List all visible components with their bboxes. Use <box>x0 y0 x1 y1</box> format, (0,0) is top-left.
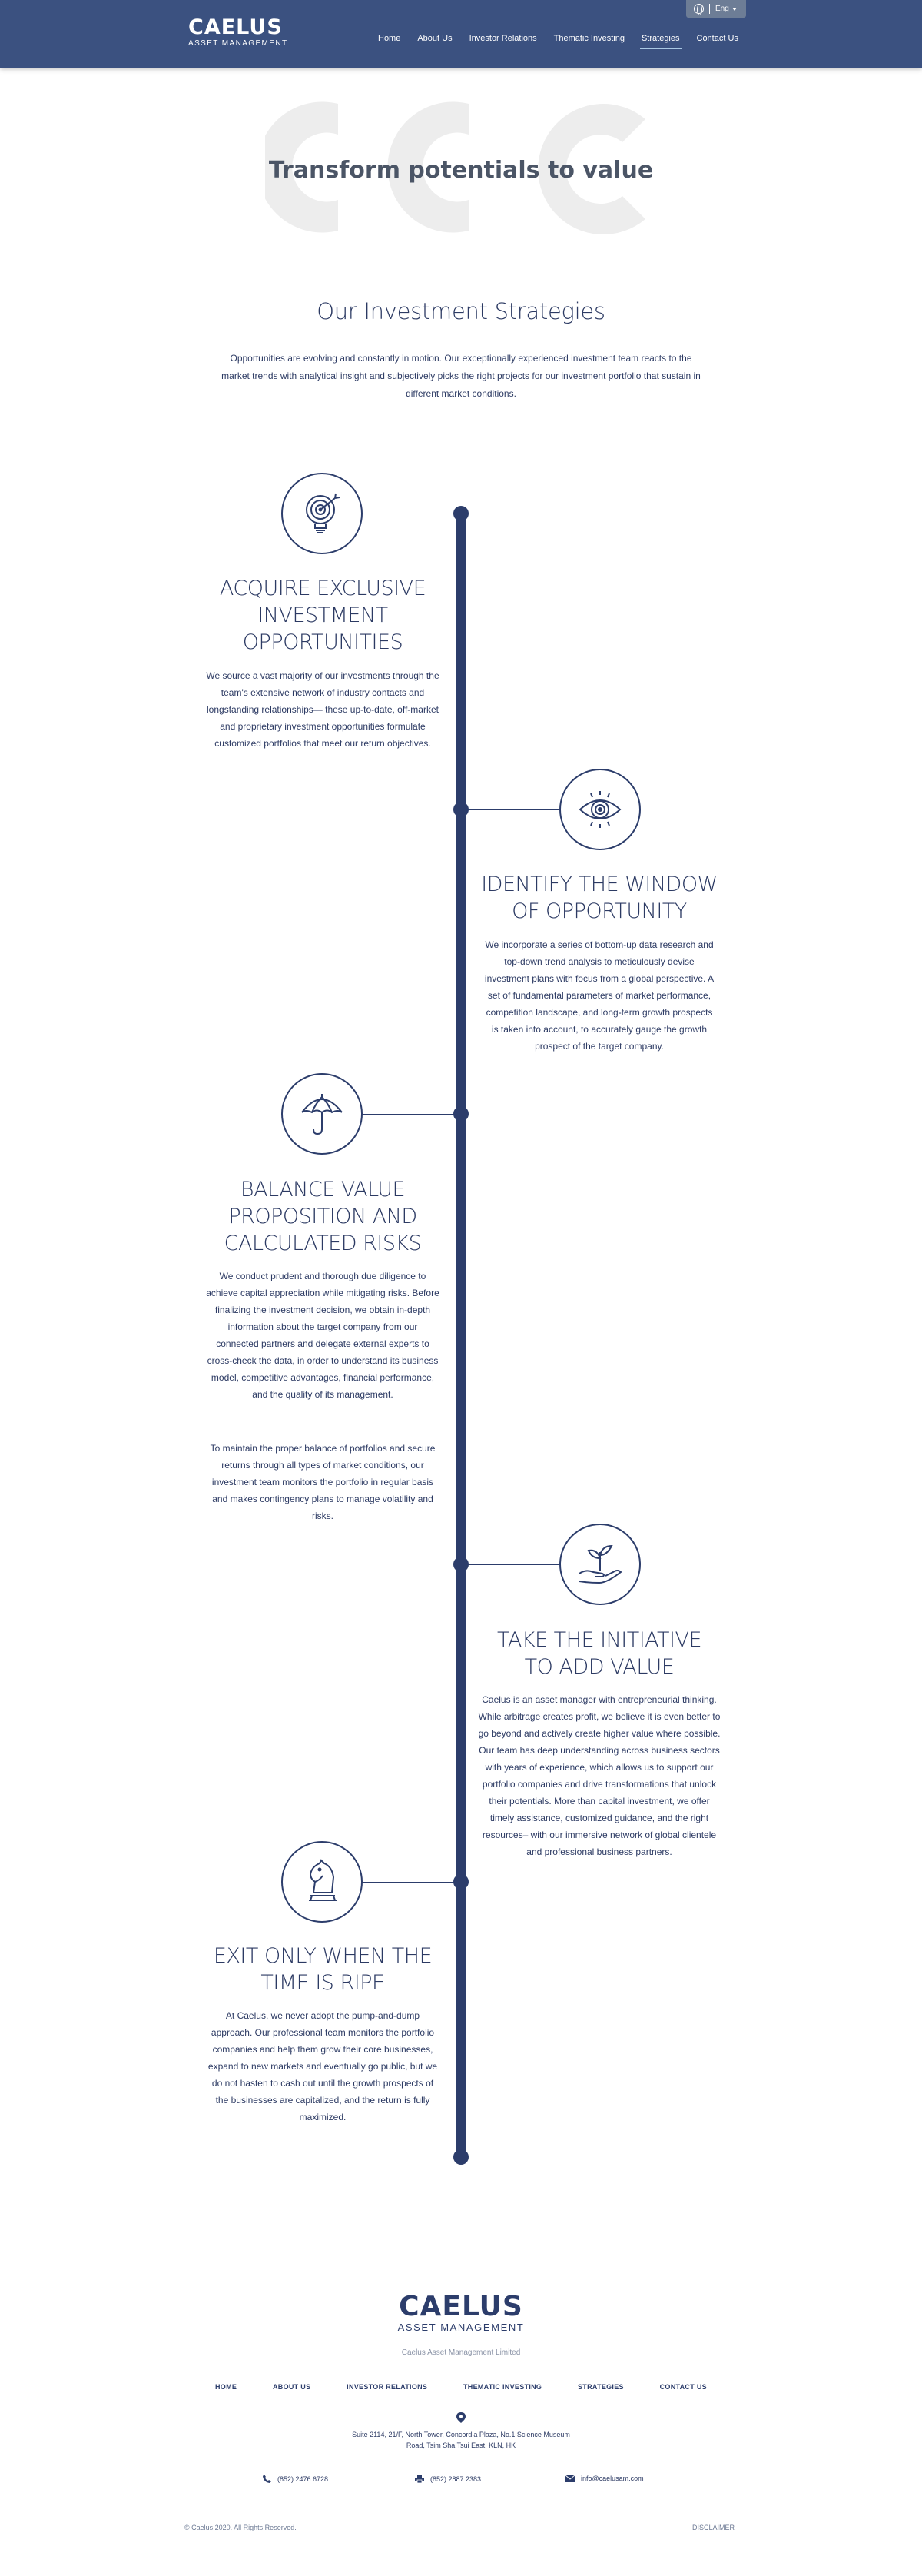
strategy-title-line: PROPOSITION AND <box>228 1205 417 1228</box>
strategy-1-icon-circle <box>281 473 363 554</box>
footer-company-name: Caelus Asset Management Limited <box>401 2348 521 2357</box>
strategy-2-body: We incorporate a series of bottom-up data research and top-down trend analysis to meticulously devise investment plans with focus from a global perspective. A set of fundamental parameters of market performance, competition landscape, and long-term growth prospects is taken into account, to accurately gauge the growth prospect of the target company. <box>484 939 715 1052</box>
hero-title: Transform potentials to value <box>268 157 654 184</box>
strategy-3-icon-circle <box>281 1073 363 1155</box>
section-title: Our Investment Strategies <box>317 298 605 324</box>
footer-nav-home[interactable]: HOME <box>215 2383 237 2391</box>
eye-icon <box>577 789 623 829</box>
strategy-title-line: EXIT ONLY WHEN THE <box>213 1944 433 1968</box>
globe-icon <box>694 4 704 14</box>
strategy-2-icon-circle <box>559 769 641 850</box>
location-pin-icon <box>456 2412 466 2423</box>
timeline-connector <box>466 1564 560 1565</box>
disclaimer-link[interactable]: DISCLAIMER <box>692 2524 735 2531</box>
language-divider <box>709 4 710 14</box>
logo-main-text: CAELUS <box>188 15 283 39</box>
strategy-1-body: We source a vast majority of our investments through the team's extensive network of industry contacts and longstanding relationships— these up-to-date, off-market and proprietary investment opportunities formulate customized portfolios that meet our return objectives. <box>206 670 439 749</box>
timeline-node <box>453 506 469 521</box>
address-line: Suite 2114, 21/F, North Tower, Concordia Plaza, No.1 Science Museum <box>352 2431 570 2438</box>
target-bulb-icon <box>300 491 344 536</box>
phone-icon <box>263 2475 271 2483</box>
strategy-title-line: BALANCE VALUE <box>240 1178 406 1202</box>
strategy-3-body-2: To maintain the proper balance of portfolios and secure returns through all types of market conditions, our investment team monitors the portfolio in regular basis and makes contingency plans to manage volatility and risks. <box>210 1443 436 1521</box>
strategy-title-line: OF OPPORTUNITY <box>512 899 687 923</box>
footer-logo-main-text: CAELUS <box>399 2291 523 2322</box>
strategy-4-title <box>469 1627 730 1680</box>
strategy-title-line: TIME IS RIPE <box>260 1971 385 1995</box>
strategy-title-line: INVESTMENT <box>257 603 388 627</box>
timeline-line <box>456 507 466 2157</box>
language-selector[interactable] <box>686 0 746 18</box>
footer-nav-investor-relations[interactable]: INVESTOR RELATIONS <box>347 2383 428 2391</box>
site-logo[interactable] <box>188 17 287 48</box>
email-address: info@caelusam.com <box>581 2475 644 2482</box>
footer-address <box>330 2429 592 2451</box>
footer-nav-strategies[interactable]: STRATEGIES <box>577 2383 624 2391</box>
plant-in-hand-icon <box>576 1541 624 1587</box>
strategy-title-line: CALCULATED RISKS <box>224 1231 422 1255</box>
nav-contact-us[interactable]: Contact Us <box>696 34 738 43</box>
fax-number: (852) 2887 2383 <box>430 2475 482 2483</box>
strategy-5-icon-circle <box>281 1841 363 1923</box>
strategy-title-line: OPPORTUNITIES <box>242 630 403 654</box>
fax-icon <box>415 2475 424 2483</box>
language-label: Eng <box>715 5 729 13</box>
strategy-1-title <box>192 575 453 656</box>
footer-nav-contact-us[interactable]: CONTACT US <box>659 2383 707 2391</box>
footer-fax[interactable] <box>415 2475 481 2483</box>
timeline-connector <box>466 809 560 810</box>
strategy-2-title <box>469 871 730 925</box>
timeline-connector <box>362 1882 456 1883</box>
footer-nav-about-us[interactable]: ABOUT US <box>272 2383 311 2391</box>
envelope-icon <box>565 2475 575 2482</box>
timeline-connector <box>362 1114 456 1115</box>
phone-number: (852) 2476 6728 <box>277 2475 329 2483</box>
strategy-4-body: Caelus is an asset manager with entrepreneurial thinking. While arbitrage creates profit, we believe it is even better to go beyond and actively create higher value where possible. Our team has deep understanding across business sectors with years of experience, which allows us to support our portfolio companies and drive transformations that unlock their potentials. More than capital investment, we offer timely assistance, customized guidance, and the right resources– with our immersive network of global clientele and professional business partners. <box>478 1694 721 1857</box>
chess-knight-icon <box>303 1859 341 1905</box>
strategy-title-line: TO ADD VALUE <box>524 1655 675 1679</box>
main-nav <box>378 32 738 45</box>
timeline-node <box>453 1106 469 1122</box>
nav-thematic-investing[interactable]: Thematic Investing <box>553 34 625 43</box>
footer-logo[interactable] <box>0 2292 922 2333</box>
strategy-title-line: ACQUIRE EXCLUSIVE <box>219 577 426 600</box>
strategy-3-body: We conduct prudent and thorough due diligence to achieve capital appreciation while mitigating risks. Before finalizing the investment decision, we obtain in-depth information about the target company from our connected partners and delegate external experts to cross-check the data, in order to understand its business model, competitive advantages, financial performance, and the quality of its management. <box>206 1271 439 1400</box>
footer-logo-sub-text: ASSET MANAGEMENT <box>397 2322 525 2333</box>
footer-phone[interactable] <box>263 2475 328 2483</box>
copyright-text: © Caelus 2020. All Rights Reserved. <box>184 2524 297 2531</box>
site-header <box>0 0 922 68</box>
strategy-title-line: IDENTIFY THE WINDOW <box>481 873 718 896</box>
strategy-5-title <box>192 1943 453 1996</box>
footer-email[interactable] <box>565 2475 644 2482</box>
strategy-title-line: TAKE THE INITIATIVE <box>496 1628 702 1652</box>
address-line: Road, Tsim Sha Tsui East, KLN, HK <box>406 2441 516 2449</box>
strategy-3-title <box>192 1176 453 1257</box>
nav-investor-relations[interactable]: Investor Relations <box>469 34 537 43</box>
section-intro: Opportunities are evolving and constantly in motion. Our exceptionally experienced investment team reacts to the market trends with analytical insight and subjectively picks the right projects for our investment portfolio that sustain in different market conditions. <box>221 353 701 399</box>
footer-nav <box>215 2383 707 2391</box>
strategy-5-body: At Caelus, we never adopt the pump-and-dump approach. Our professional team monitors the portfolio companies and help them grow their core businesses, expand to new markets and eventually go public, but we do not hasten to cash out until the growth prospects of the businesses are capitalized, and the return is fully maximized. <box>207 2010 438 2122</box>
timeline-node <box>453 1874 469 1890</box>
nav-about-us[interactable]: About Us <box>417 34 453 43</box>
nav-strategies[interactable]: Strategies <box>641 34 680 43</box>
footer-nav-thematic-investing[interactable]: THEMATIC INVESTING <box>463 2383 542 2391</box>
timeline-end-node <box>453 2149 469 2165</box>
caret-down-icon <box>732 8 737 11</box>
strategy-4-icon-circle <box>559 1524 641 1605</box>
umbrella-icon <box>299 1091 345 1137</box>
nav-home[interactable]: Home <box>378 34 401 43</box>
logo-sub-text: ASSET MANAGEMENT <box>188 39 288 48</box>
